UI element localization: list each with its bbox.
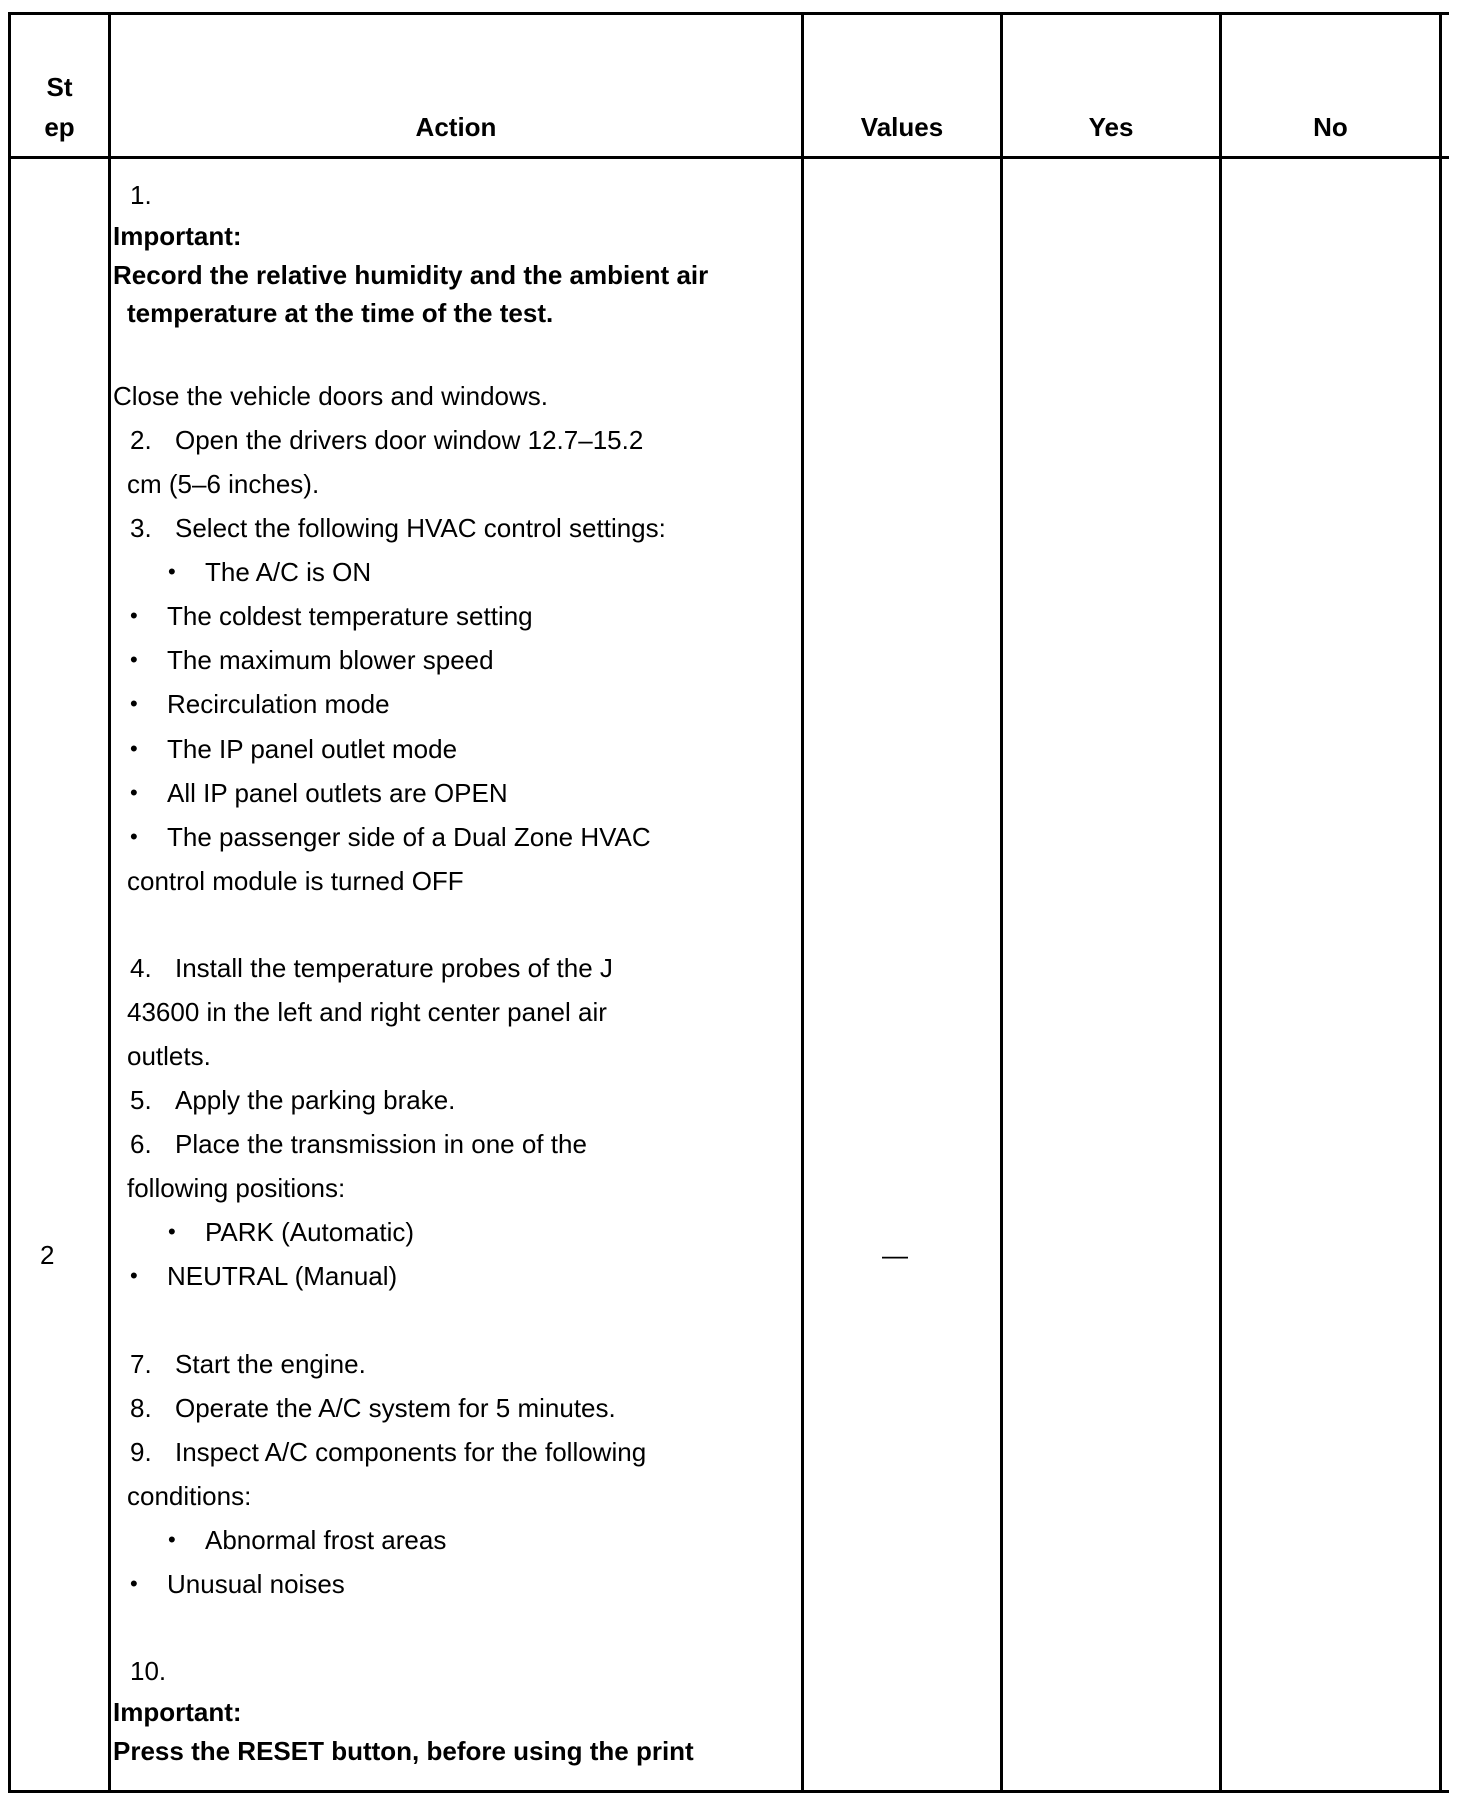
important-2-label: Important: [113, 1697, 242, 1727]
bullet-icon: • [168, 1527, 176, 1552]
bullet-icon: • [130, 780, 138, 805]
step-4-line1: Install the temperature probes of the J [175, 953, 613, 983]
step-9-bullet-2: Unusual noises [167, 1569, 345, 1599]
bullet-icon: • [168, 559, 176, 584]
col-divider-yes-no [1219, 12, 1222, 1793]
bullet-icon: • [130, 1571, 138, 1596]
table-top-border [8, 12, 1449, 15]
important-1-line1: Record the relative humidity and the ambient air [113, 260, 709, 290]
step-7-text: Start the engine. [175, 1349, 366, 1379]
table-left-border [8, 12, 11, 1793]
step-3-text: Select the following HVAC control settings: [175, 513, 666, 543]
step-2-number: 2. [130, 425, 152, 455]
step-5-number: 5. [130, 1085, 152, 1115]
important-2-line1: Press the RESET button, before using the print [113, 1736, 694, 1766]
col-divider-step-action [108, 12, 111, 1793]
close-doors-text: Close the vehicle doors and windows. [113, 381, 549, 411]
step-3-number: 3. [130, 513, 152, 543]
header-action: Action [415, 112, 497, 142]
step-3-bullet-7-line2: control module is turned OFF [127, 866, 464, 896]
col-divider-values-yes [1000, 12, 1003, 1793]
header-no: No [1313, 112, 1348, 142]
step-9-line1: Inspect A/C components for the following [175, 1437, 647, 1467]
step-4-line3: outlets. [127, 1041, 211, 1071]
step-9-line2: conditions: [127, 1481, 252, 1511]
step-3-bullet-2: The coldest temperature setting [167, 601, 533, 631]
col-divider-action-values [801, 12, 804, 1793]
step-9-bullet-1: Abnormal frost areas [205, 1525, 447, 1555]
step-6-line1: Place the transmission in one of the [175, 1129, 587, 1159]
step-6-line2: following positions: [127, 1173, 346, 1203]
step-6-bullet-2: NEUTRAL (Manual) [167, 1261, 398, 1291]
step-4-line2: 43600 in the left and right center panel air [127, 997, 607, 1027]
bullet-icon: • [130, 603, 138, 628]
step-1-number: 1. [130, 180, 152, 210]
step-5-text: Apply the parking brake. [175, 1085, 456, 1115]
step-6-bullet-1: PARK (Automatic) [205, 1217, 415, 1247]
step-8-text: Operate the A/C system for 5 minutes. [175, 1393, 616, 1423]
step-3-bullet-4: Recirculation mode [167, 689, 390, 719]
step-3-bullet-1: The A/C is ON [205, 557, 372, 587]
bullet-icon: • [130, 691, 138, 716]
header-step-line2: ep [44, 112, 75, 142]
step-2-line1: Open the drivers door window 12.7–15.2 [175, 425, 644, 455]
bullet-icon: • [168, 1219, 176, 1244]
bullet-icon: • [130, 1263, 138, 1288]
step-4-number: 4. [130, 953, 152, 983]
values-cell: — [882, 1240, 908, 1270]
step-7-number: 7. [130, 1349, 152, 1379]
step-9-number: 9. [130, 1437, 152, 1467]
step-8-number: 8. [130, 1393, 152, 1423]
step-2-line2: cm (5–6 inches). [127, 469, 320, 499]
table-bottom-border [8, 1790, 1449, 1793]
bullet-icon: • [130, 736, 138, 761]
header-values: Values [860, 112, 944, 142]
header-bottom-border [8, 156, 1449, 159]
step-3-bullet-7-line1: The passenger side of a Dual Zone HVAC [167, 822, 651, 852]
important-1-line2: temperature at the time of the test. [127, 298, 554, 328]
important-1-label: Important: [113, 221, 242, 251]
step-10-number: 10. [130, 1656, 167, 1686]
bullet-icon: • [130, 824, 138, 849]
step-number: 2 [40, 1240, 55, 1270]
step-6-number: 6. [130, 1129, 152, 1159]
step-3-bullet-3: The maximum blower speed [167, 645, 494, 675]
step-3-bullet-5: The IP panel outlet mode [167, 734, 458, 764]
header-step-line1: St [46, 72, 73, 102]
step-3-bullet-6: All IP panel outlets are OPEN [167, 778, 508, 808]
table-right-border [1439, 12, 1442, 1793]
header-yes: Yes [1088, 112, 1134, 142]
bullet-icon: • [130, 647, 138, 672]
